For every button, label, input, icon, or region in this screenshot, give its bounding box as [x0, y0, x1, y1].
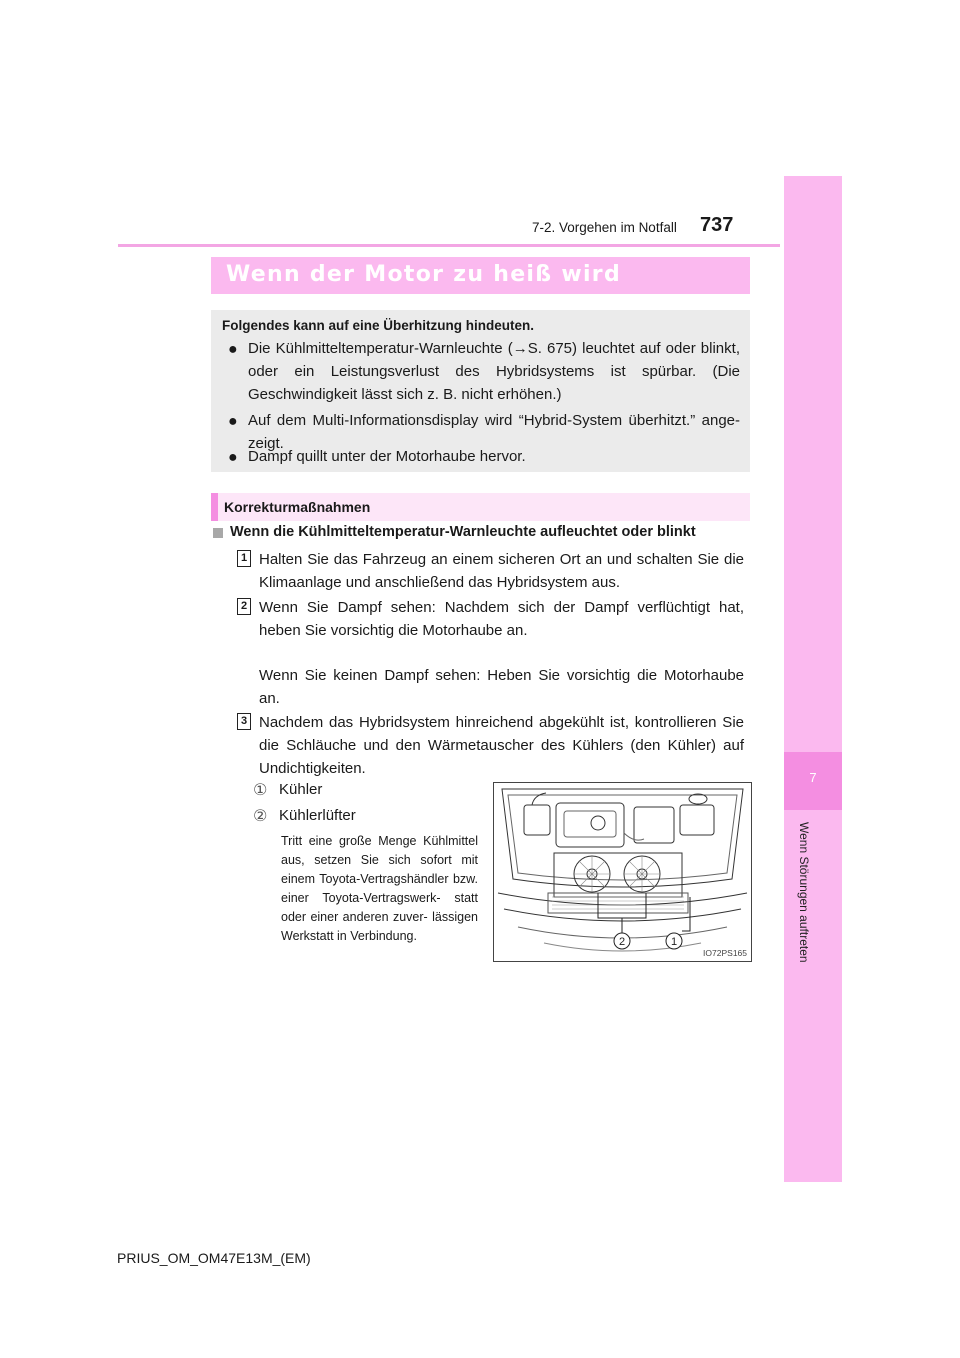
- page-title: Wenn der Motor zu heiß wird: [226, 262, 622, 287]
- engine-bay-drawing: [494, 783, 751, 961]
- chapter-title: Wenn Störungen auftreten: [797, 822, 811, 963]
- chapter-number: 7: [809, 770, 817, 785]
- symptom-item: Dampf quillt unter der Motorhaube hervor.: [248, 448, 526, 465]
- step-number: 1: [237, 550, 251, 567]
- chapter-side-tab: [784, 176, 842, 1182]
- callout-1-label: 1: [670, 936, 678, 948]
- step-number: 2: [237, 598, 251, 615]
- figure-code: IO72PS165: [703, 948, 747, 958]
- symptom-item: Auf dem Multi-Informationsdisplay wird “Hybrid-System überhitzt.” ange- zeigt.: [248, 412, 740, 452]
- step-number: 3: [237, 713, 251, 730]
- symptoms-heading: Folgendes kann auf eine Überhitzung hindeuten.: [222, 318, 535, 333]
- part-label: Kühler: [279, 781, 323, 798]
- bullet-icon: ●: [228, 413, 238, 430]
- engine-compartment-illustration: [493, 782, 752, 962]
- case-heading: Wenn die Kühlmitteltemperatur-Warnleuchte aufleuchtet oder blinkt: [230, 524, 696, 540]
- section-heading: Korrekturmaßnahmen: [224, 499, 371, 515]
- step-text: Wenn Sie keinen Dampf sehen: Heben Sie vorsichtig die Motorhaube an.: [259, 667, 744, 707]
- callout-marker: ①: [253, 782, 268, 799]
- step-text: Wenn Sie Dampf sehen: Nachdem sich der Dampf verflüchtigt hat, heben Sie vorsichtig die Motorhaube an.: [259, 599, 744, 639]
- running-header-section: 7-2. Vorgehen im Notfall: [532, 220, 677, 235]
- callout-2-label: 2: [618, 936, 626, 948]
- part-label: Kühlerlüfter: [279, 807, 356, 824]
- header-rule: [118, 244, 780, 247]
- bullet-icon: ●: [228, 449, 238, 466]
- warning-note: Tritt eine große Menge Kühlmittel aus, setzen Sie sich sofort mit einem Toyota-Vertragshändler bzw. einer Toyota-Vertragswerk- statt oder einer anderen zuver- lässigen Werkstatt in Verbindung.: [281, 834, 478, 943]
- callout-marker: ②: [253, 808, 268, 825]
- symptom-item: Die Kühlmitteltemperatur-Warnleuchte (→S. 675) leuchtet auf oder blinkt, oder ein Leistungsverlust des Hybridsystems ist spürbar. (Die Geschwindigkeit lässt sich z. B. nicht erhöhen.): [248, 340, 740, 403]
- page-number: 737: [700, 214, 734, 236]
- square-bullet-icon: [213, 528, 223, 538]
- step-text: Halten Sie das Fahrzeug an einem sicheren Ort an und schalten Sie die Klimaanlage und anschließend das Hybridsystem aus.: [259, 551, 744, 591]
- section-heading-accent: [211, 493, 218, 521]
- bullet-icon: ●: [228, 341, 238, 358]
- document-footer: PRIUS_OM_OM47E13M_(EM): [117, 1250, 311, 1266]
- step-text: Nachdem das Hybridsystem hinreichend abgekühlt ist, kontrollieren Sie die Schläuche und den Wärmetauscher des Kühlers (den Kühler) auf Undichtigkeiten.: [259, 714, 744, 777]
